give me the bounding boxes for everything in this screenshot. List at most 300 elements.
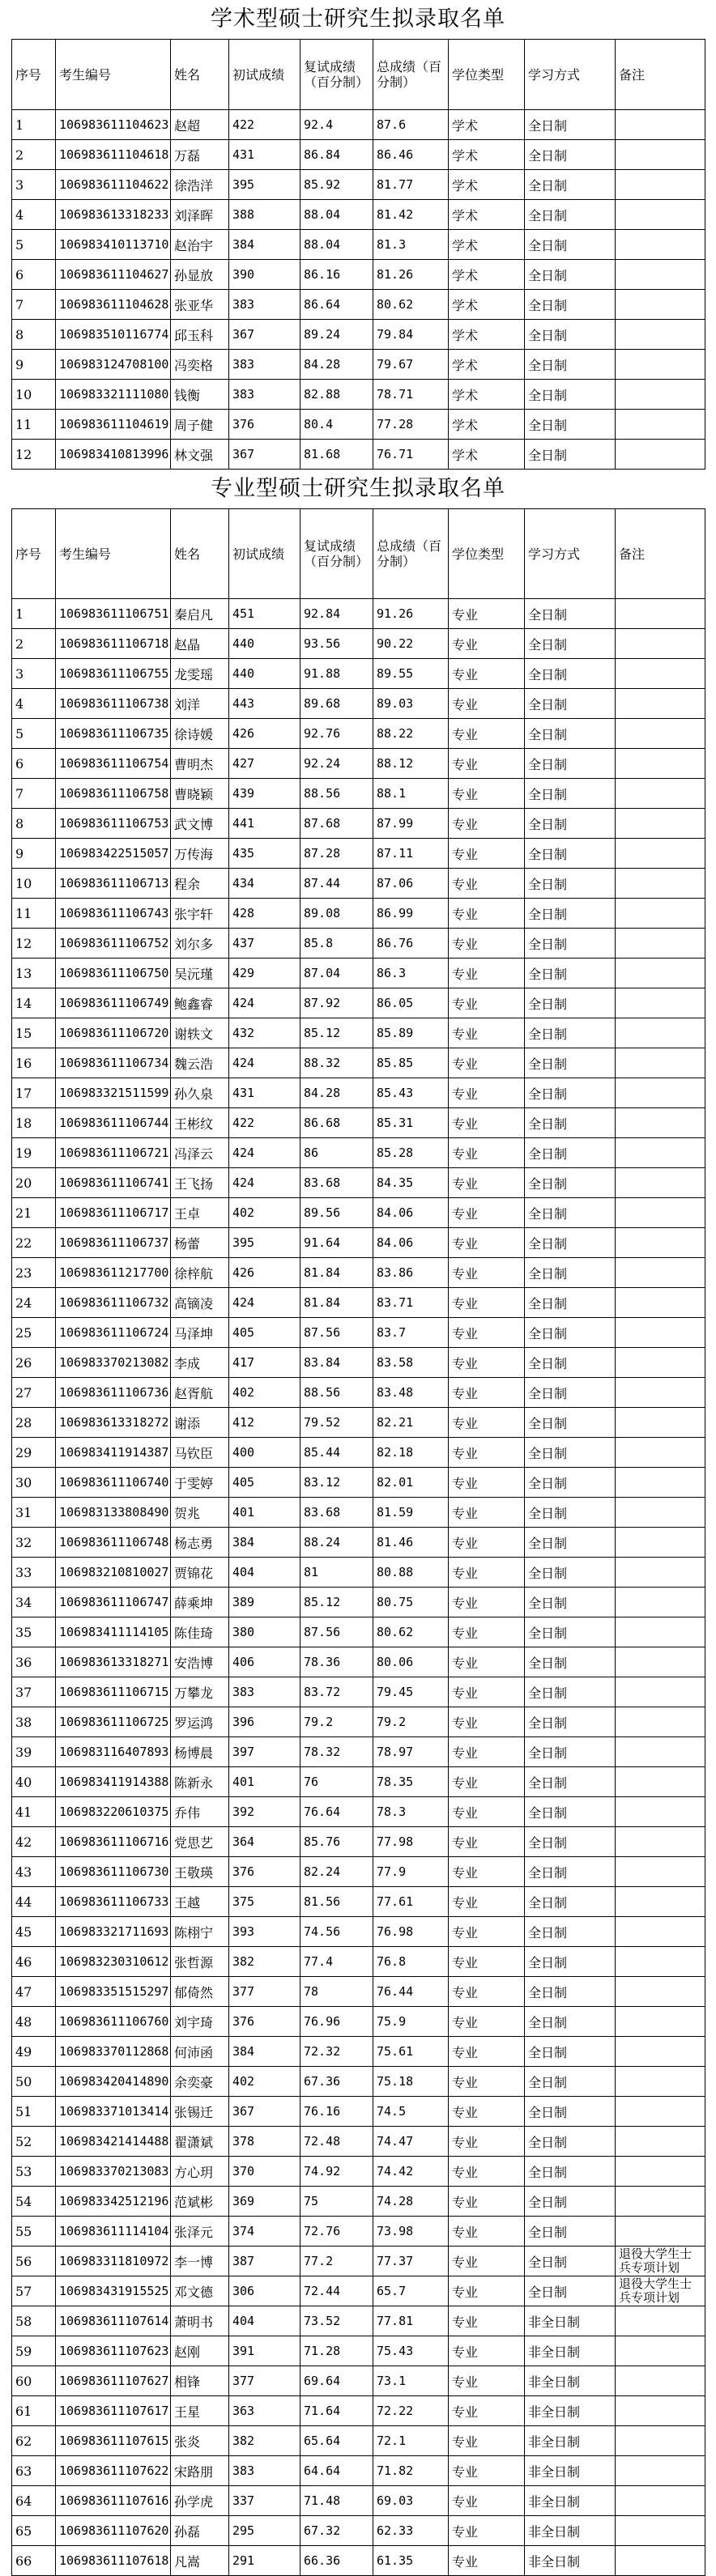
table-row <box>12 2127 705 2157</box>
table-cell: 87.56 <box>300 1617 373 1647</box>
professional-title: 专业型硕士研究生拟录取名单 <box>211 476 505 501</box>
table-row <box>12 1498 705 1528</box>
table-cell: 106983611104627 <box>56 260 171 290</box>
table-row <box>12 2067 705 2097</box>
table-cell: 42 <box>12 1827 56 1857</box>
table-cell: 71.82 <box>373 2456 449 2486</box>
table-cell: 369 <box>229 2187 300 2217</box>
table-cell: 谢添 <box>171 1408 229 1438</box>
table-cell: 77.98 <box>373 1827 449 1857</box>
table-row <box>12 1707 705 1737</box>
table-cell: 91.26 <box>373 599 449 629</box>
table-row <box>12 200 705 230</box>
table-cell: 专业 <box>449 719 525 749</box>
table-cell: 38 <box>12 1707 56 1737</box>
table-cell: 106983611107627 <box>56 2366 171 2396</box>
table-cell: 106983611106749 <box>56 988 171 1018</box>
table-cell: 龙雯瑶 <box>171 659 229 689</box>
table-cell: 专业 <box>449 2516 525 2546</box>
table-cell: 赵刚 <box>171 2336 229 2366</box>
table-cell: 万传海 <box>171 839 229 869</box>
table-cell: 106983611107623 <box>56 2336 171 2366</box>
table-cell: 78.32 <box>300 1737 373 1767</box>
table-row <box>12 2546 705 2576</box>
table-cell: 106983611107622 <box>56 2456 171 2486</box>
table-cell: 45 <box>12 1917 56 1947</box>
table-cell: 专业 <box>449 2426 525 2456</box>
table-cell: 退役大学生士兵专项计划 <box>616 2247 705 2276</box>
table-row <box>12 1887 705 1917</box>
table-cell <box>616 1677 705 1707</box>
table-cell: 萧明书 <box>171 2306 229 2336</box>
table-row <box>12 1947 705 1977</box>
table-cell: 全日制 <box>525 1438 616 1468</box>
table-cell: 106983611106721 <box>56 1138 171 1168</box>
table-cell: 王彬纹 <box>171 1108 229 1138</box>
table-cell: 赵胥航 <box>171 1378 229 1408</box>
header-cell: 考生编号 <box>56 509 171 599</box>
table-cell: 46 <box>12 1947 56 1977</box>
table-cell: 81.68 <box>300 440 373 470</box>
table-cell: 106983613318233 <box>56 200 171 230</box>
table-cell: 84.06 <box>373 1198 449 1228</box>
table-cell: 8 <box>12 320 56 350</box>
table-cell: 89.56 <box>300 1198 373 1228</box>
table-row <box>12 2217 705 2247</box>
table-cell: 106983611217700 <box>56 1258 171 1288</box>
table-cell: 337 <box>229 2486 300 2516</box>
table-cell: 78.36 <box>300 1647 373 1677</box>
table-cell <box>616 1018 705 1048</box>
table-cell: 冯奕格 <box>171 350 229 380</box>
table-cell: 88.24 <box>300 1528 373 1558</box>
table-cell: 75.9 <box>373 2007 449 2037</box>
table-cell: 18 <box>12 1108 56 1138</box>
table-cell: 106983611107616 <box>56 2486 171 2516</box>
table-cell: 专业 <box>449 1378 525 1408</box>
table-cell: 75 <box>300 2187 373 2217</box>
table-cell: 马泽坤 <box>171 1318 229 1348</box>
header-cell: 初试成绩 <box>229 509 300 599</box>
table-cell: 92.4 <box>300 110 373 140</box>
table-cell: 291 <box>229 2546 300 2576</box>
table-row <box>12 350 705 380</box>
table-cell: 79.67 <box>373 350 449 380</box>
table-cell: 23 <box>12 1258 56 1288</box>
table-cell: 刘宇琦 <box>171 2007 229 2037</box>
table-cell: 非全日制 <box>525 2426 616 2456</box>
table-cell <box>616 869 705 899</box>
table-cell: 9 <box>12 839 56 869</box>
table-row <box>12 2276 705 2306</box>
table-cell: 孙显放 <box>171 260 229 290</box>
table-cell: 390 <box>229 260 300 290</box>
table-cell: 87.6 <box>373 110 449 140</box>
table-row <box>12 1558 705 1588</box>
table-cell: 谢轶文 <box>171 1018 229 1048</box>
table-cell: 孙久泉 <box>171 1078 229 1108</box>
table-cell: 66 <box>12 2546 56 2576</box>
table-cell: 40 <box>12 1767 56 1797</box>
table-cell: 106983611106732 <box>56 1288 171 1318</box>
table-cell: 翟潇斌 <box>171 2127 229 2157</box>
table-cell: 全日制 <box>525 1318 616 1348</box>
table-row <box>12 1048 705 1078</box>
table-cell: 44 <box>12 1887 56 1917</box>
table-cell: 367 <box>229 320 300 350</box>
table-cell: 全日制 <box>525 2097 616 2127</box>
table-cell <box>616 1588 705 1617</box>
table-cell: 73.1 <box>373 2366 449 2396</box>
table-cell: 83.68 <box>300 1498 373 1528</box>
table-cell: 专业 <box>449 1108 525 1138</box>
table-cell: 专业 <box>449 959 525 988</box>
table-cell: 106983220610375 <box>56 1797 171 1827</box>
table-cell: 82.01 <box>373 1468 449 1498</box>
table-cell: 86.64 <box>300 290 373 320</box>
table-cell: 41 <box>12 1797 56 1827</box>
header-cell: 序号 <box>12 40 56 110</box>
table-cell: 106983342512196 <box>56 2187 171 2217</box>
table-row <box>12 1438 705 1468</box>
table-cell: 1 <box>12 599 56 629</box>
header-cell: 姓名 <box>171 40 229 110</box>
table-cell: 专业 <box>449 1468 525 1498</box>
table-cell: 106983410113710 <box>56 230 171 260</box>
table-cell: 魏云浩 <box>171 1048 229 1078</box>
table-cell: 422 <box>229 1108 300 1138</box>
table-cell: 党思艺 <box>171 1827 229 1857</box>
table-cell: 专业 <box>449 1438 525 1468</box>
table-cell: 82.88 <box>300 380 373 410</box>
table-cell: 学术 <box>449 110 525 140</box>
table-cell: 106983611104623 <box>56 110 171 140</box>
table-cell: 专业 <box>449 1198 525 1228</box>
table-cell: 106983611107617 <box>56 2396 171 2426</box>
table-cell <box>616 899 705 929</box>
table-cell: 377 <box>229 2366 300 2396</box>
table-cell: 学术 <box>449 170 525 200</box>
table-cell: 全日制 <box>525 1558 616 1588</box>
table-cell: 专业 <box>449 1947 525 1977</box>
table-cell: 88.04 <box>300 200 373 230</box>
table-row <box>12 1468 705 1498</box>
table-cell: 全日制 <box>525 1018 616 1048</box>
table-cell <box>616 1887 705 1917</box>
table-cell <box>616 1797 705 1827</box>
table-cell: 全日制 <box>525 1408 616 1438</box>
table-cell <box>616 200 705 230</box>
table-row <box>12 959 705 988</box>
table-cell: 397 <box>229 1737 300 1767</box>
table-cell: 76.16 <box>300 2097 373 2127</box>
table-cell: 106983611104628 <box>56 290 171 320</box>
table-cell: 364 <box>229 1827 300 1857</box>
table-cell: 106983611106738 <box>56 689 171 719</box>
table-row <box>12 140 705 170</box>
table-cell: 学术 <box>449 320 525 350</box>
table-cell: 专业 <box>449 1707 525 1737</box>
table-row <box>12 2157 705 2187</box>
table-cell: 77.2 <box>300 2247 373 2276</box>
table-cell: 431 <box>229 1078 300 1108</box>
table-cell: 全日制 <box>525 2007 616 2037</box>
table-cell: 86.84 <box>300 140 373 170</box>
table-cell: 马钦臣 <box>171 1438 229 1468</box>
table-cell: 83.72 <box>300 1677 373 1707</box>
table-cell: 106983611106743 <box>56 899 171 929</box>
table-cell: 106983611106715 <box>56 1677 171 1707</box>
table-cell: 85.85 <box>373 1048 449 1078</box>
table-cell: 86.16 <box>300 260 373 290</box>
table-cell: 441 <box>229 809 300 839</box>
table-cell <box>616 1558 705 1588</box>
table-cell: 方心玥 <box>171 2157 229 2187</box>
table-cell: 395 <box>229 1228 300 1258</box>
table-row <box>12 1318 705 1348</box>
table-cell: 72.44 <box>300 2276 373 2306</box>
table-cell: 87.44 <box>300 869 373 899</box>
table-cell: 徐诗媛 <box>171 719 229 749</box>
table-row <box>12 929 705 959</box>
table-cell <box>616 350 705 380</box>
table-cell: 87.99 <box>373 809 449 839</box>
table-cell: 非全日制 <box>525 2396 616 2426</box>
academic-table <box>11 39 705 470</box>
table-cell: 专业 <box>449 1857 525 1887</box>
table-cell: 89.24 <box>300 320 373 350</box>
table-cell: 402 <box>229 1378 300 1408</box>
table-cell: 81.42 <box>373 200 449 230</box>
table-cell: 钱衡 <box>171 380 229 410</box>
table-cell: 范斌彬 <box>171 2187 229 2217</box>
table-cell: 34 <box>12 1588 56 1617</box>
table-cell: 106983611106730 <box>56 1857 171 1887</box>
table-cell: 全日制 <box>525 290 616 320</box>
table-cell: 81.46 <box>373 1528 449 1558</box>
table-cell: 全日制 <box>525 2067 616 2097</box>
table-cell: 66.36 <box>300 2546 373 2576</box>
table-cell: 72.22 <box>373 2396 449 2426</box>
table-cell: 张亚华 <box>171 290 229 320</box>
table-cell: 张锡迁 <box>171 2097 229 2127</box>
header-cell: 考生编号 <box>56 40 171 110</box>
table-cell: 363 <box>229 2396 300 2426</box>
table-cell: 全日制 <box>525 1528 616 1558</box>
table-cell: 93.56 <box>300 629 373 659</box>
table-cell: 106983611106752 <box>56 929 171 959</box>
table-cell: 76.44 <box>373 1977 449 2007</box>
table-cell: 22 <box>12 1228 56 1258</box>
table-row <box>12 2187 705 2217</box>
table-cell: 高镝凌 <box>171 1288 229 1318</box>
table-cell: 78 <box>300 1977 373 2007</box>
table-cell: 106983611104619 <box>56 410 171 440</box>
table-cell: 专业 <box>449 1348 525 1378</box>
table-cell: 全日制 <box>525 260 616 290</box>
table-cell: 74.56 <box>300 1917 373 1947</box>
table-cell: 106983611106740 <box>56 1468 171 1498</box>
table-row <box>12 779 705 809</box>
table-cell: 106983124708100 <box>56 350 171 380</box>
table-cell: 刘泽晖 <box>171 200 229 230</box>
table-cell: 71.48 <box>300 2486 373 2516</box>
table-cell: 83.68 <box>300 1168 373 1198</box>
table-cell: 86.99 <box>373 899 449 929</box>
table-cell: 赵治宇 <box>171 230 229 260</box>
table-cell: 388 <box>229 200 300 230</box>
table-cell: 106983611106717 <box>56 1198 171 1228</box>
table-cell: 106983611106734 <box>56 1048 171 1078</box>
table-cell: 专业 <box>449 1318 525 1348</box>
table-row <box>12 1857 705 1887</box>
table-cell: 10 <box>12 869 56 899</box>
table-cell: 83.71 <box>373 1288 449 1318</box>
table-cell: 秦启凡 <box>171 599 229 629</box>
table-cell: 83.7 <box>373 1318 449 1348</box>
table-cell: 非全日制 <box>525 2486 616 2516</box>
table-cell: 全日制 <box>525 719 616 749</box>
table-cell: 专业 <box>449 2276 525 2306</box>
table-cell: 全日制 <box>525 1647 616 1677</box>
table-cell: 专业 <box>449 1588 525 1617</box>
table-cell: 专业 <box>449 2396 525 2426</box>
table-cell: 28 <box>12 1408 56 1438</box>
table-row <box>12 749 705 779</box>
table-cell: 422 <box>229 110 300 140</box>
table-row <box>12 1917 705 1947</box>
table-cell: 全日制 <box>525 2276 616 2306</box>
table-cell: 382 <box>229 2426 300 2456</box>
table-cell: 学术 <box>449 350 525 380</box>
table-cell: 74.5 <box>373 2097 449 2127</box>
table-cell: 106983611106748 <box>56 1528 171 1558</box>
table-cell: 11 <box>12 899 56 929</box>
table-cell: 54 <box>12 2187 56 2217</box>
table-cell: 程余 <box>171 869 229 899</box>
table-cell <box>616 1827 705 1857</box>
table-cell: 434 <box>229 869 300 899</box>
table-cell: 专业 <box>449 1887 525 1917</box>
table-cell: 专业 <box>449 2546 525 2576</box>
table-cell <box>616 2396 705 2426</box>
table-cell: 全日制 <box>525 1048 616 1078</box>
table-cell: 106983611106755 <box>56 659 171 689</box>
table-cell: 全日制 <box>525 1228 616 1258</box>
table-cell: 60 <box>12 2366 56 2396</box>
table-cell: 27 <box>12 1378 56 1408</box>
table-cell: 专业 <box>449 2187 525 2217</box>
table-cell: 380 <box>229 1617 300 1647</box>
table-cell: 384 <box>229 2037 300 2067</box>
table-cell <box>616 2067 705 2097</box>
table-cell: 62.33 <box>373 2516 449 2546</box>
table-row <box>12 2097 705 2127</box>
table-cell: 陈佳琦 <box>171 1617 229 1647</box>
table-cell: 35 <box>12 1617 56 1647</box>
table-cell: 412 <box>229 1408 300 1438</box>
table-cell: 106983611106747 <box>56 1588 171 1617</box>
table-cell: 77.28 <box>373 410 449 440</box>
table-cell: 6 <box>12 260 56 290</box>
table-cell: 75.61 <box>373 2037 449 2067</box>
table-cell: 77.61 <box>373 1887 449 1917</box>
table-cell: 3 <box>12 659 56 689</box>
table-cell: 薛乘坤 <box>171 1588 229 1617</box>
table-cell: 74.28 <box>373 2187 449 2217</box>
table-cell: 专业 <box>449 1917 525 1947</box>
table-row <box>12 1228 705 1258</box>
table-cell: 全日制 <box>525 410 616 440</box>
table-cell: 405 <box>229 1468 300 1498</box>
table-cell: 74.42 <box>373 2157 449 2187</box>
table-cell <box>616 1168 705 1198</box>
table-cell <box>616 1947 705 1977</box>
table-row <box>12 1348 705 1378</box>
table-cell: 106983321511599 <box>56 1078 171 1108</box>
table-cell <box>616 2306 705 2336</box>
table-cell: 12 <box>12 929 56 959</box>
table-cell <box>616 1617 705 1647</box>
table-cell <box>616 1378 705 1408</box>
table-cell <box>616 290 705 320</box>
table-cell: 10 <box>12 380 56 410</box>
table-cell: 陈新永 <box>171 1767 229 1797</box>
table-cell <box>616 629 705 659</box>
table-cell: 专业 <box>449 1138 525 1168</box>
table-cell: 83.84 <box>300 1348 373 1378</box>
table-cell: 11 <box>12 410 56 440</box>
table-cell: 安浩博 <box>171 1647 229 1677</box>
table-cell: 88.04 <box>300 230 373 260</box>
table-cell: 61 <box>12 2396 56 2426</box>
table-cell: 88.32 <box>300 1048 373 1078</box>
table-cell: 全日制 <box>525 1887 616 1917</box>
table-cell: 全日制 <box>525 1468 616 1498</box>
table-cell: 专业 <box>449 929 525 959</box>
table-cell: 39 <box>12 1737 56 1767</box>
table-cell <box>616 2187 705 2217</box>
table-cell: 万攀龙 <box>171 1677 229 1707</box>
header-cell: 备注 <box>616 509 705 599</box>
table-cell: 26 <box>12 1348 56 1378</box>
table-cell: 全日制 <box>525 2187 616 2217</box>
table-cell: 专业 <box>449 1558 525 1588</box>
table-cell: 全日制 <box>525 1737 616 1767</box>
table-cell: 106983611106758 <box>56 779 171 809</box>
table-cell: 389 <box>229 1588 300 1617</box>
table-row <box>12 380 705 410</box>
table-cell: 专业 <box>449 2067 525 2097</box>
header-cell: 复试成绩（百分制） <box>300 509 373 599</box>
table-cell: 全日制 <box>525 1258 616 1288</box>
table-cell: 84.06 <box>373 1228 449 1258</box>
table-cell: 万磊 <box>171 140 229 170</box>
table-cell: 376 <box>229 410 300 440</box>
table-cell <box>616 929 705 959</box>
table-cell <box>616 2097 705 2127</box>
table-cell: 91.64 <box>300 1228 373 1258</box>
table-cell: 52 <box>12 2127 56 2157</box>
table-cell: 85.92 <box>300 170 373 200</box>
table-row <box>12 1677 705 1707</box>
table-cell: 69.64 <box>300 2366 373 2396</box>
table-cell: 全日制 <box>525 629 616 659</box>
table-cell: 428 <box>229 899 300 929</box>
table-cell: 374 <box>229 2217 300 2247</box>
table-cell <box>616 1977 705 2007</box>
table-cell: 宋路朋 <box>171 2456 229 2486</box>
